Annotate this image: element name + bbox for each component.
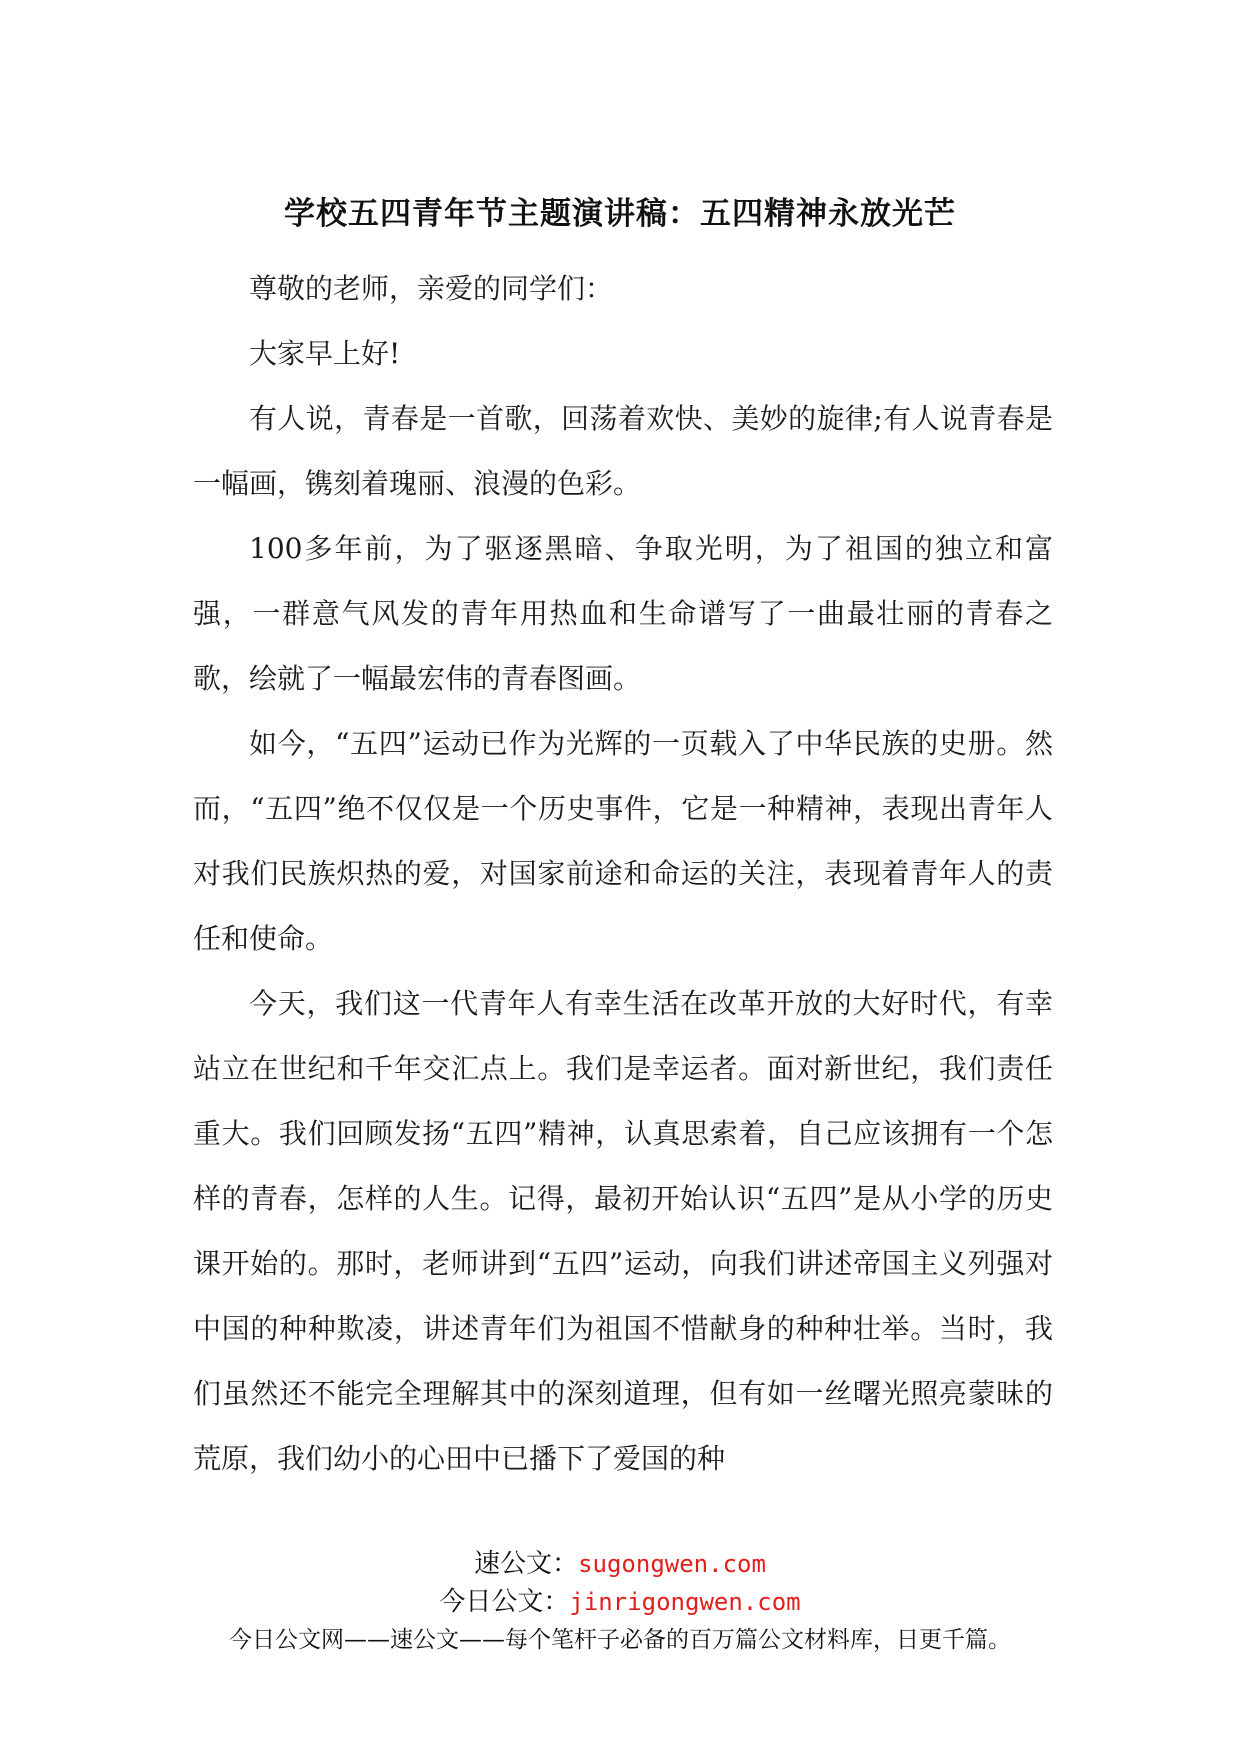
document-title: 学校五四青年节主题演讲稿：五四精神永放光芒: [284, 196, 956, 232]
paragraph-may-fourth-spirit: 如今，“五四”运动已作为光辉的一页载入了中华民族的史册。然而，“五四”绝不仅仅是一个历史事件，它是一种精神，表现出青年人对我们民族炽热的爱，对国家前途和命运的关注，表现着青年人的责任和使命。: [193, 727, 1053, 955]
footer-link-jinrigongwen[interactable]: jinrigongwen.com: [569, 1588, 801, 1616]
document-body: [193, 256, 1053, 1491]
footer-slogan: 今日公文网——速公文——每个笔杆子必备的百万篇公文材料库，日更千篇。: [229, 1627, 1011, 1653]
footer-link-sugongwen[interactable]: sugongwen.com: [578, 1550, 766, 1578]
footer-line-sugongwen: [0, 1545, 1240, 1583]
paragraph-greeting: 尊敬的老师，亲爱的同学们：: [249, 272, 614, 305]
paragraph-morning: 大家早上好!: [249, 337, 401, 370]
paragraph-youth-metaphor: 有人说，青春是一首歌，回荡着欢快、美妙的旋律;有人说青春是一幅画，镌刻着瑰丽、浪漫的色彩。: [193, 402, 1053, 500]
paragraph-history: 100多年前，为了驱逐黑暗、争取光明，为了祖国的独立和富强，一群意气风发的青年用热血和生命谱写了一曲最壮丽的青春之歌，绘就了一幅最宏伟的青春图画。: [193, 532, 1053, 695]
footer-label-sugongwen: 速公文：: [474, 1549, 579, 1579]
footer-line-jinrigongwen: [0, 1583, 1240, 1621]
footer-label-jinrigongwen: 今日公文：: [439, 1587, 570, 1617]
page-footer: [0, 1545, 1240, 1659]
paragraph-today: 今天，我们这一代青年人有幸生活在改革开放的大好时代，有幸站立在世纪和千年交汇点上。我们是幸运者。面对新世纪，我们责任重大。我们回顾发扬“五四”精神，认真思索着，自己应该拥有一个怎样的青春，怎样的人生。记得，最初开始认识“五四”是从小学的历史课开始的。那时，老师讲到“五四”运动，向我们讲述帝国主义列强对中国的种种欺凌，讲述青年们为祖国不惜献身的种种壮举。当时，我们虽然还不能完全理解其中的深刻道理，但有如一丝曙光照亮蒙昧的荒原，我们幼小的心田中已播下了爱国的种: [193, 987, 1053, 1475]
